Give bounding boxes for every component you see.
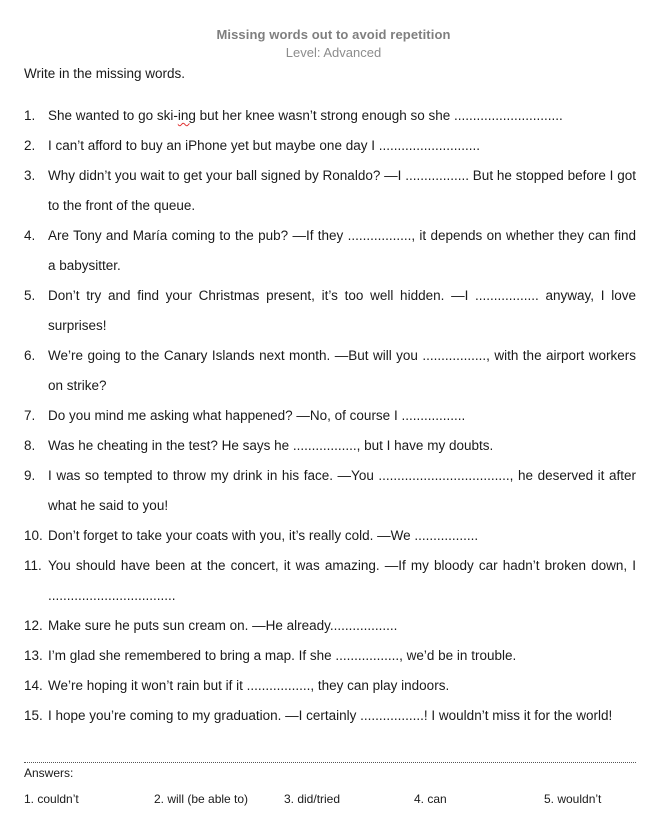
- item-text: Are Tony and María coming to the pub? —If they ................., it depends on whether they can find a babysitter.: [48, 228, 636, 273]
- answer-item: 2. will (be able to): [154, 792, 249, 806]
- item-number: 2.: [24, 138, 36, 153]
- item-text: Don’t try and find your Christmas present, it’s too well hidden. —I ................. anyway, I love surprises!: [48, 288, 636, 333]
- answers-divider: [24, 762, 636, 763]
- item-text: I can’t afford to buy an iPhone yet but maybe one day I ...........................: [48, 138, 480, 153]
- worksheet-title: Missing words out to avoid repetition: [216, 27, 451, 42]
- item-number: 11.: [24, 558, 42, 573]
- instruction-text: Write in the missing words.: [24, 66, 186, 81]
- item-number: 6.: [24, 348, 36, 363]
- worksheet-header: [0, 0, 667, 60]
- item-text: I’m glad she remembered to bring a map. If she ................., we’d be in trouble.: [48, 648, 517, 663]
- exercise-item: [24, 461, 636, 521]
- item-number: 15.: [24, 708, 43, 723]
- item-number: 9.: [24, 468, 36, 483]
- exercise-item: [24, 521, 636, 551]
- exercise-item: [24, 671, 636, 701]
- exercise-item: [24, 101, 636, 131]
- answer-item: 3. did/tried: [284, 792, 341, 806]
- item-number: 8.: [24, 438, 36, 453]
- exercise-item: [24, 131, 636, 161]
- answer-item: 1. couldn’t: [24, 792, 79, 806]
- item-text: Don’t forget to take your coats with you, it’s really cold. —We .................: [48, 528, 479, 543]
- item-text: You should have been at the concert, it was amazing. —If my bloody car hadn’t broken down, I ..................................: [48, 558, 636, 603]
- answer-item: 4. can: [414, 792, 447, 806]
- exercise-list: [24, 101, 636, 731]
- item-number: 12.: [24, 618, 43, 633]
- spellcheck-underline: ing: [177, 108, 196, 123]
- exercise-item: [24, 341, 636, 401]
- exercise-item: [24, 401, 636, 431]
- item-text: I hope you’re coming to my graduation. —I certainly .................! I wouldn’t miss it for the world!: [48, 708, 613, 723]
- exercise-item: [24, 701, 636, 731]
- exercise-item: [24, 431, 636, 461]
- exercise-item: [24, 281, 636, 341]
- item-text: Why didn’t you wait to get your ball signed by Ronaldo? —I ................. But he stopped before I got to the front of the queue.: [48, 168, 636, 213]
- item-number: 5.: [24, 288, 36, 303]
- exercise-item: [24, 161, 636, 221]
- level-label: Level: Advanced: [285, 45, 382, 60]
- answers-label: Answers:: [24, 766, 74, 780]
- item-text: We’re hoping it won’t rain but if it ................., they can play indoors.: [48, 678, 450, 693]
- item-text: Was he cheating in the test? He says he ................., but I have my doubts.: [48, 438, 494, 453]
- item-number: 7.: [24, 408, 36, 423]
- exercise-item: [24, 611, 636, 641]
- item-text: She wanted to go ski-ing but her knee wasn’t strong enough so she .............................: [48, 108, 563, 123]
- item-text: I was so tempted to throw my drink in his face. —You ..................................., he deserved it after what he said to you!: [48, 468, 636, 513]
- item-number: 13.: [24, 648, 43, 663]
- item-text: Do you mind me asking what happened? —No, of course I .................: [48, 408, 466, 423]
- exercise-item: [24, 221, 636, 281]
- item-text: We’re going to the Canary Islands next month. —But will you ................., with the airport workers on strike?: [48, 348, 636, 393]
- item-text: Make sure he puts sun cream on. —He already..................: [48, 618, 398, 633]
- item-number: 14.: [24, 678, 43, 693]
- item-number: 4.: [24, 228, 36, 243]
- answer-item: 5. wouldn’t: [544, 792, 602, 806]
- item-number: 10.: [24, 528, 43, 543]
- exercise-item: [24, 551, 636, 611]
- item-number: 1.: [24, 108, 36, 123]
- item-number: 3.: [24, 168, 36, 183]
- exercise-item: [24, 641, 636, 671]
